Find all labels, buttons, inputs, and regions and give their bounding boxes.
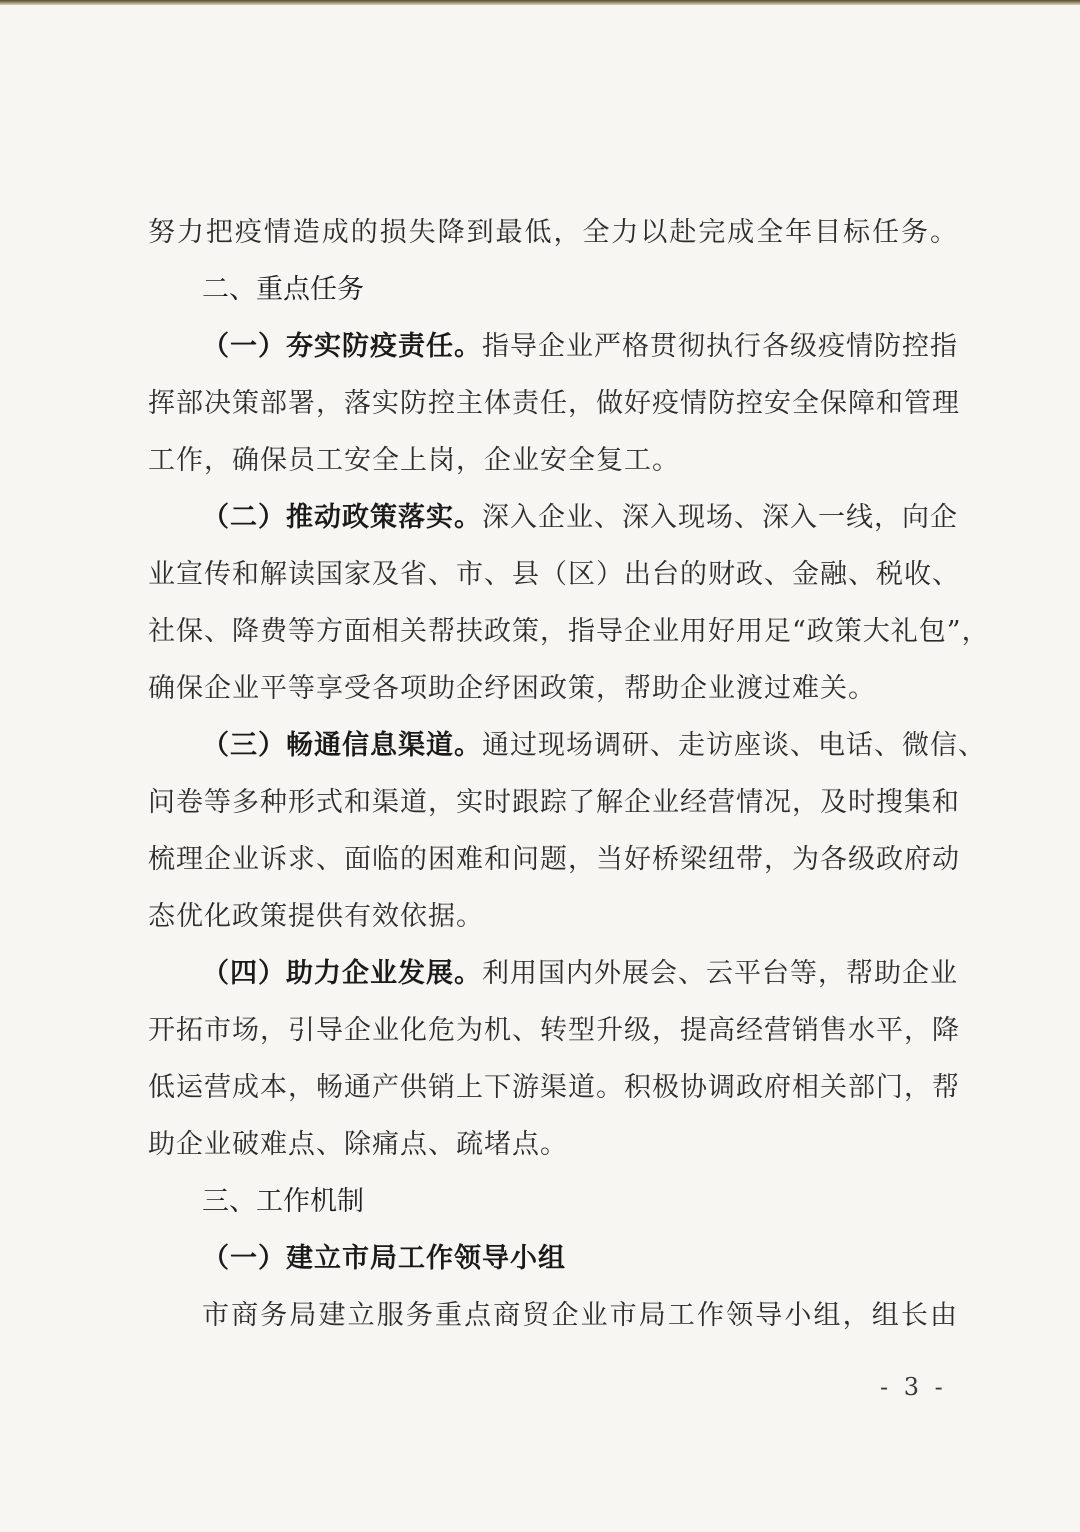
subheading: （四）助力企业发展。 [202,958,482,989]
document-body [148,204,990,1344]
section-heading-key-tasks: 二、重点任务 [202,274,364,305]
paragraph-line: 态优化政策提供有效依据。 [148,901,484,932]
subheading: （一）建立市局工作领导小组 [202,1243,566,1274]
paragraph-line [148,717,986,774]
paragraph-line: 努力把疫情造成的损失降到最低，全力以赴完成全年目标任务。 [148,217,958,248]
paragraph-line: 问卷等多种形式和渠道，实时跟踪了解企业经营情况，及时搜集和 [148,787,960,818]
paragraph-line: 市商务局建立服务重点商贸企业市局工作领导小组，组长由 [202,1300,958,1331]
section-heading-work-mechanism: 三、工作机制 [202,1186,364,1217]
paragraph-line: 梳理企业诉求、面临的困难和问题，当好桥梁纽带，为各级政府动 [148,844,960,875]
paragraph-line [148,945,958,1002]
page-top-edge [0,0,1080,5]
paragraph-text: 深入企业、深入现场、深入一线，向企 [482,502,958,533]
subheading: （二）推动政策落实。 [202,502,482,533]
paragraph-line [148,318,958,375]
paragraph-line: 工作，确保员工安全上岗，企业安全复工。 [148,445,680,476]
subheading: （三）畅通信息渠道。 [202,730,482,761]
paragraph-text: 利用国内外展会、云平台等，帮助企业 [482,958,958,989]
paragraph-line [148,489,958,546]
subheading: （一）夯实防疫责任。 [202,331,482,362]
paragraph-text: 通过现场调研、走访座谈、电话、微信、 [482,730,986,761]
paragraph-line: 挥部决策部署，落实防控主体责任，做好疫情防控安全保障和管理 [148,388,960,419]
paragraph-line: 确保企业平等享受各项助企纾困政策，帮助企业渡过难关。 [148,673,876,704]
page-number: - 3 - [880,1373,947,1401]
paragraph-text: 指导企业严格贯彻执行各级疫情防控指 [482,331,958,362]
paragraph-line: 开拓市场，引导企业化危为机、转型升级，提高经营销售水平，降 [148,1015,960,1046]
paragraph-line: 助企业破难点、除痛点、疏堵点。 [148,1129,568,1160]
paragraph-line: 社保、降费等方面相关帮扶政策，指导企业用好用足“政策大礼包”， [148,616,990,647]
paragraph-line: 低运营成本，畅通产供销上下游渠道。积极协调政府相关部门，帮 [148,1072,960,1103]
paragraph-line: 业宣传和解读国家及省、市、县（区）出台的财政、金融、税收、 [148,559,960,590]
